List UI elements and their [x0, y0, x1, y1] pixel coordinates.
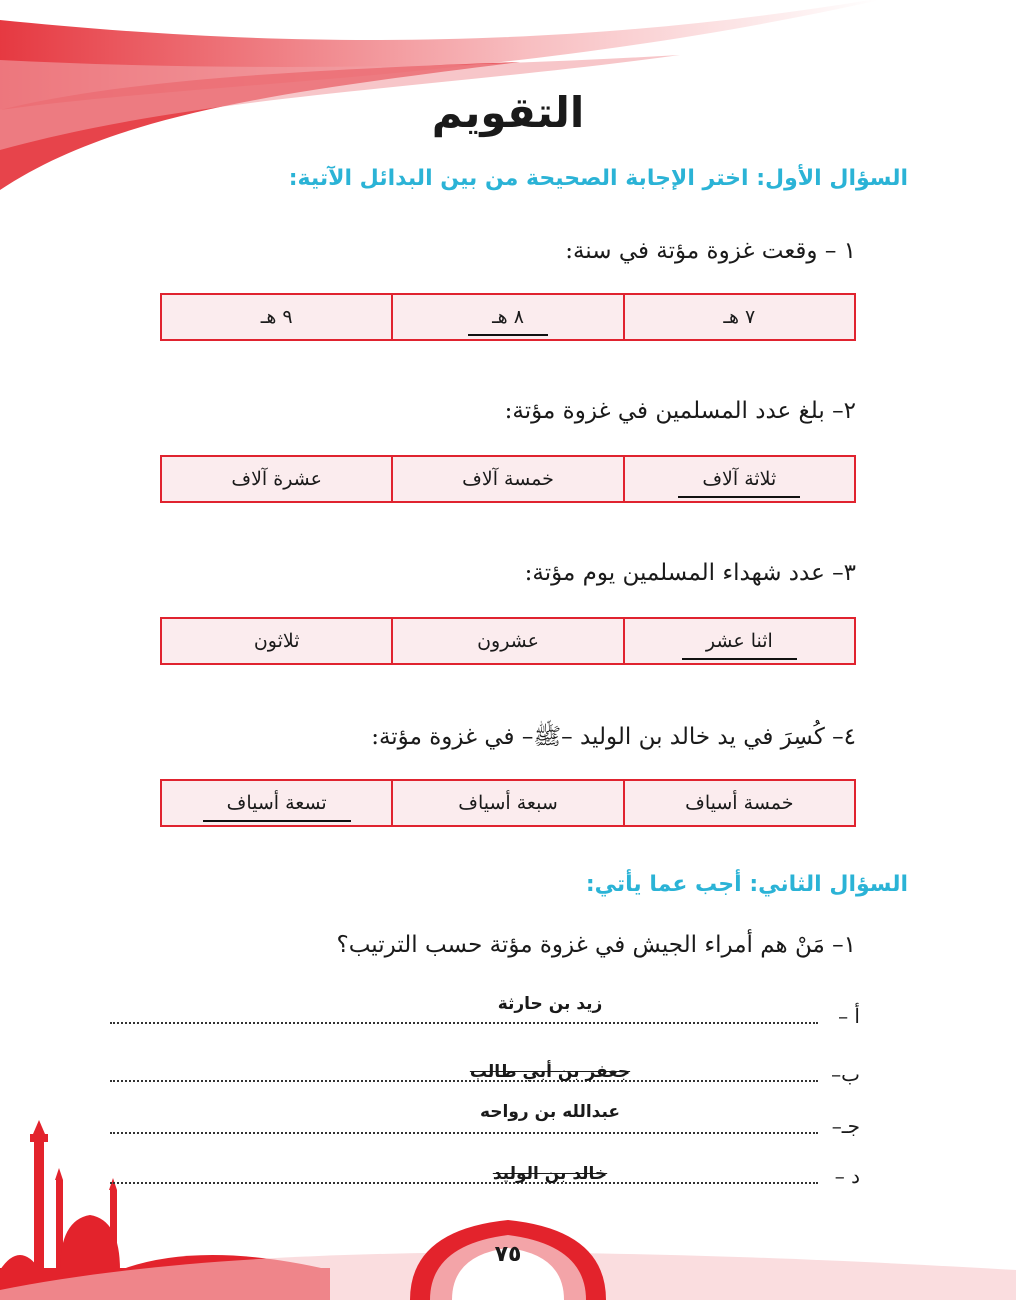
choice-label: سبعة أسياف: [458, 792, 558, 814]
choice-cell[interactable]: [623, 295, 854, 339]
answer-line-b[interactable]: [110, 1048, 860, 1088]
answer-letter: أ –: [838, 1004, 860, 1028]
question-2-choices: [160, 455, 856, 503]
answer-line-a[interactable]: [110, 990, 860, 1030]
question-4-text: ٤– كُسِرَ في يد خالد بن الوليد –ﷺ– في غزوة مؤتة:: [371, 724, 856, 750]
choice-label: ٧ هـ: [723, 306, 756, 328]
choice-cell-marked[interactable]: [162, 781, 391, 825]
choice-label: ٨ هـ: [486, 306, 530, 328]
choice-label: عشرون: [477, 630, 539, 652]
section2-heading: السؤال الثاني: أجب عما يأتي:: [585, 872, 908, 897]
answer-line-d[interactable]: [110, 1150, 860, 1190]
answer-letter: د –: [834, 1164, 860, 1188]
choice-cell[interactable]: [391, 619, 622, 663]
choice-label: عشرة آلاف: [231, 468, 322, 490]
answer-line-c[interactable]: [110, 1100, 860, 1140]
question-3-text: ٣– عدد شهداء المسلمين يوم مؤتة:: [524, 560, 856, 586]
handwritten-answer: خالد بن الوليد: [492, 1164, 608, 1184]
question-3-choices: [160, 617, 856, 665]
handwritten-answer: عبدالله بن رواحه: [479, 1102, 621, 1122]
choice-cell[interactable]: [162, 619, 391, 663]
question-2-text: ٢– بلغ عدد المسلمين في غزوة مؤتة:: [504, 398, 856, 424]
choice-cell-marked[interactable]: [623, 457, 854, 501]
page-title: التقويم: [431, 88, 585, 137]
choice-cell[interactable]: [162, 295, 391, 339]
choice-label: خمسة آلاف: [462, 468, 554, 490]
section1-heading: السؤال الأول: اختر الإجابة الصحيحة من بين البدائل الآتية:: [288, 166, 908, 191]
dotted-line: [110, 1132, 818, 1134]
choice-cell[interactable]: [162, 457, 391, 501]
choice-label: اثنا عشر: [700, 630, 779, 652]
choice-cell[interactable]: [391, 781, 622, 825]
page-number: ٧٥: [494, 1242, 522, 1267]
question-1-choices: [160, 293, 856, 341]
choice-label: ثلاثون: [253, 630, 300, 652]
dotted-line: [110, 1022, 818, 1024]
answer-letter: جـ–: [831, 1114, 860, 1138]
choice-cell[interactable]: [623, 781, 854, 825]
choice-label: تسعة أسياف: [221, 792, 333, 814]
choice-cell-marked[interactable]: [391, 295, 622, 339]
question-4-choices: [160, 779, 856, 827]
question-1-text: ١ – وقعت غزوة مؤتة في سنة:: [565, 238, 856, 264]
choice-label: خمسة أسياف: [685, 792, 794, 814]
choice-label: ثلاثة آلاف: [696, 468, 782, 490]
choice-cell[interactable]: [391, 457, 622, 501]
answer-letter: ب–: [831, 1062, 860, 1086]
choice-cell-marked[interactable]: [623, 619, 854, 663]
handwritten-answer: زيد بن حارثة: [497, 994, 603, 1014]
mosque-silhouette-decoration: [0, 1120, 1016, 1300]
section2-question-text: ١– مَنْ هم أمراء الجيش في غزوة مؤتة حسب الترتيب؟: [336, 932, 856, 958]
choice-label: ٩ هـ: [260, 306, 293, 328]
handwritten-answer: جعفر بن أبي طالب: [469, 1062, 631, 1082]
